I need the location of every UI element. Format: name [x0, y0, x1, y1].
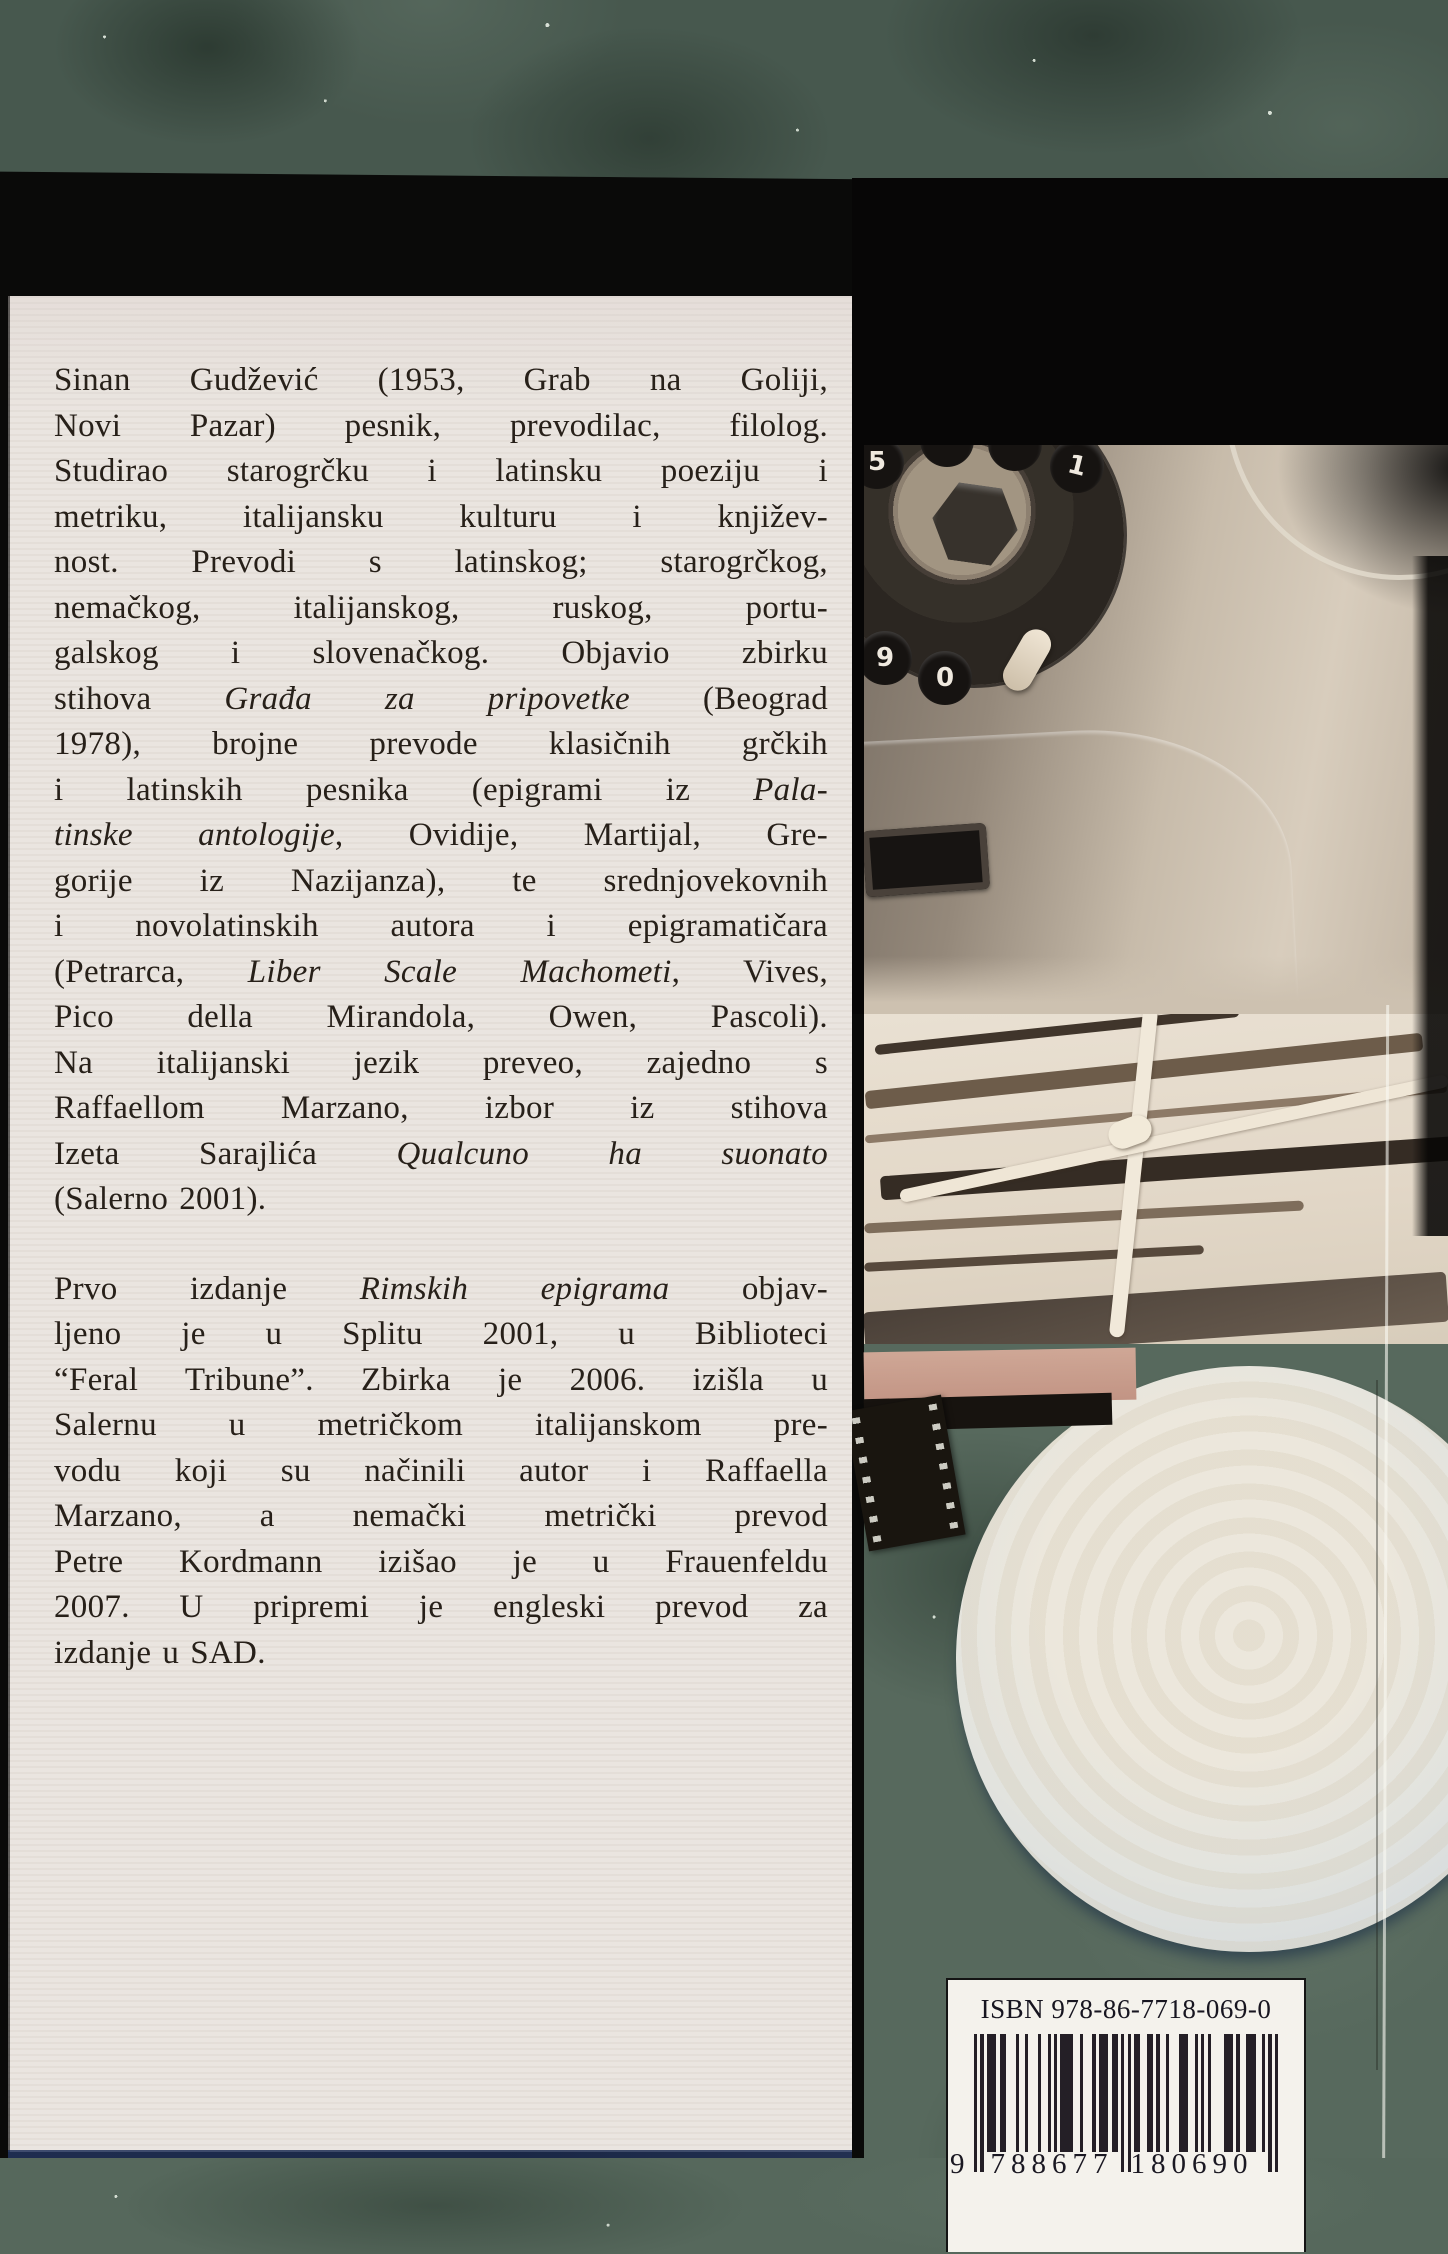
barcode-bar [1179, 2034, 1189, 2152]
paper-edge-line [864, 1245, 1204, 1272]
bio-line: (Petrarca, Liber Scale Machometi, Vives, [54, 953, 828, 990]
bio-line: Na italijanski jezik preveo, zajedno s [54, 1044, 828, 1081]
barcode-bar [1166, 2034, 1169, 2152]
barcode-bar [1025, 2034, 1028, 2152]
barcode-digit-lead: 9 [950, 2148, 965, 2180]
phone-base-highlight [864, 956, 1448, 1014]
bio-line: vodu koji su načinili autor i Raffaella [54, 1452, 828, 1489]
bio-line: Raffaellom Marzano, izbor iz stihova [54, 1090, 828, 1126]
bio-line: 2007. U pripremi je engleski prevod za [54, 1589, 828, 1625]
barcode-digits [948, 2148, 1304, 2184]
tied-paper-stack-photo [864, 1014, 1448, 1354]
barcode-bar [987, 2034, 997, 2152]
barcode-bar [1000, 2034, 1006, 2152]
barcode-bar [1156, 2034, 1159, 2152]
bio-panel [8, 296, 852, 2152]
barcode-bar [1208, 2034, 1211, 2152]
isbn-label [946, 1978, 1306, 2252]
isbn-text: ISBN 978-86-7718-069-0 [980, 1994, 1272, 2024]
bio-line: galskog i slovenačkog. Objavio zbirku [54, 635, 828, 671]
right-edge-shadow [1412, 556, 1448, 1236]
barcode-bar [1038, 2034, 1041, 2152]
bio-line: ljeno je u Splitu 2001, u Biblioteci [54, 1316, 828, 1352]
bio-line: i novolatinskih autora i epigramatičara [54, 908, 828, 944]
barcode-bar [1262, 2034, 1265, 2152]
bio-text [54, 358, 828, 1720]
film-sprocket-holes [852, 1417, 882, 1542]
phone-label-slot [864, 823, 990, 897]
bio-paragraph [54, 1267, 828, 1677]
barcode-bar [1246, 2034, 1256, 2152]
barcode-bar [1147, 2034, 1153, 2152]
bio-line: metriku, italijansku kulturu i književ- [54, 498, 828, 535]
barcode-bar [1060, 2034, 1073, 2152]
rotary-phone-photo [864, 445, 1448, 1014]
bio-line: Prvo izdanje Rimskih epigrama objav- [54, 1270, 828, 1307]
bio-paragraph [54, 358, 828, 1223]
dial-digit: 5 [867, 447, 887, 477]
bio-line: stihova Građa za pripovetke (Beograd [54, 680, 829, 717]
bio-line: nost. Prevodi s latinskog; starogrčkog, [54, 544, 828, 580]
paper-shadow-wedge [864, 1272, 1448, 1354]
bio-line: 1978), brojne prevode klasičnih grčkih [54, 726, 828, 762]
dial-hub-nut [927, 479, 1023, 568]
dial-hole-0 [918, 651, 972, 705]
bio-line: Sinan Gudžević (1953, Grab na Goliji, [54, 362, 828, 398]
paper-edge-line [864, 1200, 1304, 1233]
bio-line: tinske antologije, Ovidije, Martijal, Gre- [54, 817, 828, 853]
barcode-bar [1016, 2034, 1019, 2152]
bio-line: izdanje u SAD. [54, 1634, 266, 1671]
stone-texture-strip [0, 0, 1448, 184]
bio-line: Studirao starogrčku i latinsku poeziju i [54, 453, 828, 489]
bio-line: Salernu u metričkom italijanskom pre- [54, 1407, 828, 1443]
barcode-bar [1224, 2034, 1234, 2152]
barcode-digit-group1: 788677 [990, 2148, 1114, 2180]
bio-line: Petre Kordmann izišao je u Frauenfeldu [54, 1543, 828, 1580]
bio-line: “Feral Tribune”. Zbirka je 2006. izišla u [54, 1361, 828, 1398]
bio-line: Pico della Mirandola, Owen, Pascoli). [54, 999, 828, 1035]
bio-line: nemačkog, italijanskog, ruskog, portu- [54, 589, 828, 626]
bio-line: (Salerno 2001). [54, 1181, 267, 1217]
crease-shadow-line [1376, 1380, 1378, 2070]
bio-line: i latinskih pesnika (epigrami iz Pala- [54, 771, 828, 808]
barcode-bar [1201, 2034, 1204, 2152]
dial-digit: 0 [935, 663, 955, 693]
barcode-bar [1134, 2034, 1140, 2152]
paper-edge-line [874, 1014, 1239, 1055]
barcode-bar [1112, 2034, 1118, 2152]
barcode-bar [1195, 2034, 1198, 2152]
barcode-bar [1054, 2034, 1057, 2152]
bio-line: Izeta Sarajlića Qualcuno ha suonato [54, 1135, 828, 1172]
bio-line: gorije iz Nazijanza), te srednjovekovnih [54, 862, 828, 899]
barcode-bar [1080, 2034, 1083, 2152]
dial-digit: 1 [1064, 449, 1090, 483]
barcode-bar [1099, 2034, 1109, 2152]
bio-line: Marzano, a nemački metrički prevod [54, 1498, 828, 1534]
dial-hole-9 [864, 631, 912, 685]
barcode-digit-group2: 180690 [1130, 2148, 1254, 2180]
bio-line: Novi Pazar) pesnik, prevodilac, filolog. [54, 407, 828, 444]
barcode-bar [1048, 2034, 1051, 2152]
dial-digit: 9 [875, 643, 895, 673]
barcode-bar [1236, 2034, 1239, 2152]
barcode-bar [1092, 2034, 1095, 2152]
